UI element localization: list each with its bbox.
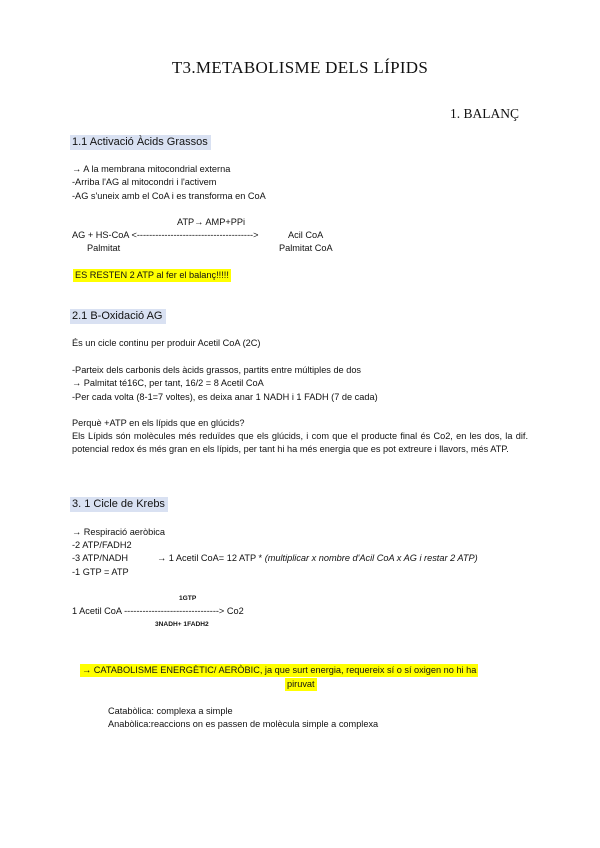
s3-line-1: → Respiració aeròbica bbox=[72, 527, 165, 537]
s1-reaction-cofactors: ATP→ AMP+PPi bbox=[177, 217, 245, 227]
s2-question: Perquè +ATP en els lípids que en glúcids? bbox=[72, 418, 245, 428]
heading-activacio: 1.1 Activació Àcids Grassos bbox=[70, 135, 211, 150]
s1-reaction-right: Acil CoA bbox=[288, 230, 324, 240]
s2-line-1: -Parteix dels carbonis dels àcids grassos, partits entre múltiples de dos bbox=[72, 365, 362, 375]
s2-line-2: → Palmitat té16C, per tant, 16/2 = 8 Acetil CoA bbox=[72, 378, 264, 388]
s1-reaction-right-sub: Palmitat CoA bbox=[279, 243, 333, 253]
s3-conclusion-line-1: → CATABOLISME ENERGÈTIC/ AERÒBIC, ja que surt energia, requereix sí o sí oxigen no hi ha bbox=[82, 665, 477, 675]
s3-atp-result bbox=[157, 552, 478, 565]
s3-reaction-bottom: 3NADH+ 1FADH2 bbox=[155, 621, 209, 628]
s3-conclusion-line-2: piruvat bbox=[287, 679, 315, 689]
s3-reaction-main: 1 Acetil CoA -------------------------------> Co2 bbox=[72, 606, 244, 616]
s1-line-2: -Arriba l'AG al mitocondri i l'activem bbox=[72, 177, 217, 187]
s2-paragraph: Els Lípids són molècules més reduïdes que els glúcids, i com que el producte final és Co2, en les dos, la dif. potencial redox és més gran en els lípids, per tant hi ha més energia que es pot extreure i llavors, més ATP. bbox=[72, 431, 528, 455]
s1-line-3: -AG s'uneix amb el CoA i es transforma en CoA bbox=[72, 191, 266, 201]
heading-b-oxidacio: 2.1 B-Oxidació AG bbox=[70, 309, 166, 324]
section-heading-balanc: 1. BALANÇ bbox=[450, 106, 520, 121]
s2-intro: És un cicle continu per produir Acetil CoA (2C) bbox=[72, 338, 261, 348]
s1-reaction-left-sub: Palmitat bbox=[87, 243, 121, 253]
s3-line-4: -1 GTP = ATP bbox=[72, 567, 129, 577]
s1-reaction-left: AG + HS-CoA <--------------------------------------> bbox=[72, 230, 259, 240]
s3-line-2: -2 ATP/FADH2 bbox=[72, 540, 132, 550]
s2-line-3: -Per cada volta (8-1=7 voltes), es deixa anar 1 NADH i 1 FADH (7 de cada) bbox=[72, 392, 378, 402]
s3-line-3: -3 ATP/NADH bbox=[72, 553, 128, 563]
s3-atp-result-text: → 1 Acetil CoA= 12 ATP * bbox=[157, 553, 263, 563]
s3-atp-result-note: (multiplicar x nombre d'Acil CoA x AG i restar 2 ATP) bbox=[264, 553, 478, 563]
page-title: T3.METABOLISME DELS LÍPIDS bbox=[171, 58, 429, 77]
s1-line-1: → A la membrana mitocondrial externa bbox=[72, 164, 231, 174]
s1-note: ES RESTEN 2 ATP al fer el balanç!!!!! bbox=[75, 270, 229, 280]
heading-krebs: 3. 1 Cicle de Krebs bbox=[70, 497, 168, 512]
s3-reaction-top: 1GTP bbox=[179, 595, 197, 602]
s3-definition-catabolica: Catabòlica: complexa a simple bbox=[108, 706, 233, 716]
s3-definition-anabolica: Anabòlica:reaccions on es passen de molècula simple a complexa bbox=[108, 719, 379, 729]
